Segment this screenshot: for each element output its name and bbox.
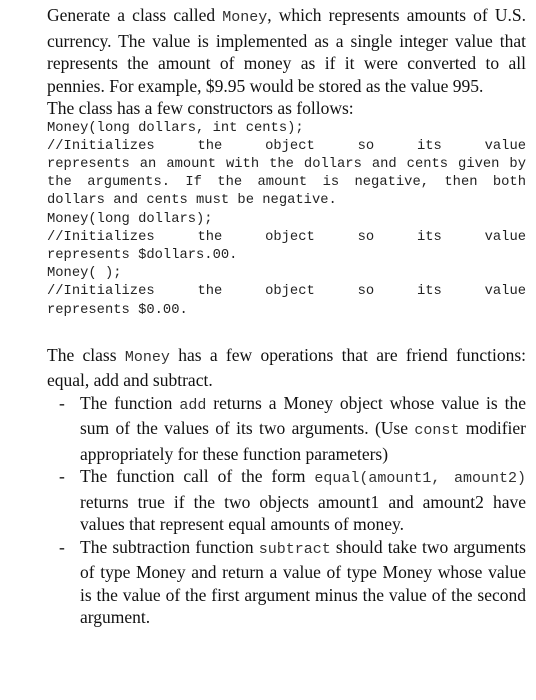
bullet-text: The subtraction function	[80, 536, 259, 557]
list-item-subtract	[47, 536, 526, 629]
operations-intro	[47, 344, 526, 392]
constructor-comment-rest: represents an amount with the dollars and cents given by the arguments. If the amount is negative, then both dollars and cents must be negative.	[47, 156, 526, 209]
constructor-comment-line: //Initializes the object so its value	[47, 229, 526, 245]
bullet-text: The function	[80, 392, 180, 413]
bullet-dash: -	[59, 392, 65, 413]
subtract-code: subtract	[258, 540, 331, 558]
operations-list	[47, 392, 526, 629]
operations-text-a: The class	[47, 344, 125, 365]
constructor-comment-line: //Initializes the object so its value	[47, 138, 526, 154]
intro-paragraph	[47, 4, 526, 97]
spacer	[47, 320, 526, 344]
bullet-dash: -	[59, 536, 65, 557]
constructor-signature: Money(long dollars, int cents);	[47, 120, 304, 136]
add-code: add	[179, 396, 207, 414]
bullet-text: should take two arguments of type Money and return a value of type Money whose value is the value of the first argument minus the value of the second argument.	[80, 536, 526, 628]
class-name-code: Money	[124, 348, 170, 366]
list-item-equal	[47, 465, 526, 536]
bullet-text: returns a Money object whose value is the sum of the values of its two arguments. (Use	[80, 392, 526, 439]
bullet-text: returns true if the two objects amount1 and amount2 have values that represent equal amounts of money.	[80, 491, 526, 535]
constructor-signature: Money( );	[47, 266, 122, 282]
constructor-comment-line: //Initializes the object so its value	[47, 284, 526, 300]
intro-text-a: Generate a class called	[47, 5, 223, 25]
class-name-code: Money	[222, 9, 268, 26]
bullet-text: modifier appropriately for these function parameters)	[80, 418, 527, 464]
bullet-text: The function call of the form	[80, 466, 315, 487]
constructor-block-2	[47, 211, 526, 266]
constructor-comment-rest: represents $0.00.	[47, 302, 188, 318]
list-item-add	[47, 392, 526, 466]
bullet-dash: -	[59, 466, 65, 487]
constructor-signature: Money(long dollars);	[47, 211, 213, 227]
constructor-block-3	[47, 265, 526, 320]
equal-code: equal(amount1, amount2)	[314, 470, 526, 488]
constructor-comment-rest: represents $dollars.00.	[47, 247, 238, 263]
constructor-block-1	[47, 120, 526, 211]
intro-text-b: , which represents amounts of U.S. currency. The value is implemented as a single integer value that represents the amount of money as if it were converted to all pennies. For example, $9.95 would be stored as the value 995.	[47, 5, 526, 96]
const-code: const	[414, 422, 460, 440]
operations-text-b: has a few operations that are friend functions: equal, add and subtract.	[47, 344, 526, 391]
constructors-heading: The class has a few constructors as follows:	[47, 98, 354, 118]
